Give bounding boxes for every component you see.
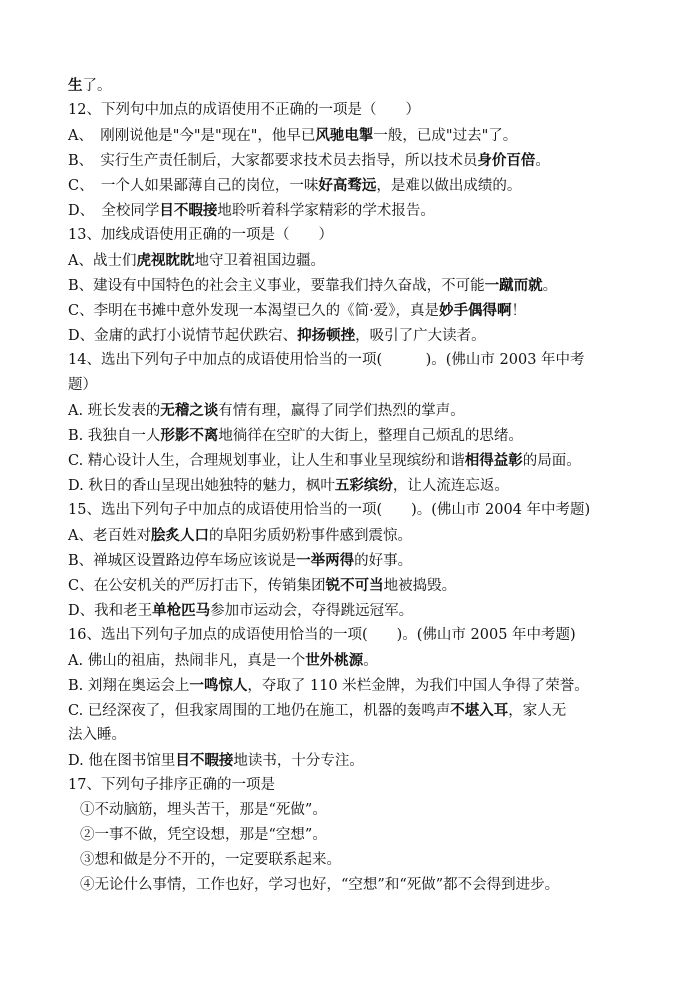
text-segment: 。 bbox=[363, 653, 378, 669]
text-line bbox=[68, 273, 638, 298]
text-line bbox=[68, 498, 638, 523]
text-line bbox=[68, 598, 638, 623]
text-segment: 13、加线成语使用正确的一项是（ ） bbox=[68, 227, 333, 243]
bold-idiom: 妙手偶得啊 bbox=[438, 302, 512, 319]
text-line bbox=[68, 873, 638, 898]
text-segment: 地读书，十分专注。 bbox=[233, 753, 364, 769]
text-line bbox=[68, 348, 638, 373]
text-segment: 参加市运动会，夺得跳远冠军。 bbox=[210, 603, 414, 619]
text-segment: 14、选出下列句子中加点的成语使用恰当的一项( )。(佛山市 2003 年中考 bbox=[68, 352, 585, 368]
text-segment: B. 刘翔在奥运会上 bbox=[68, 678, 190, 694]
text-segment: ④无论什么事情，工作也好，学习也好，“空想”和“死做”都不会得到进步。 bbox=[80, 877, 560, 893]
text-line bbox=[68, 548, 638, 573]
text-line bbox=[68, 748, 638, 773]
bold-idiom: 目不暇接 bbox=[175, 752, 234, 769]
text-segment: 的局面。 bbox=[522, 453, 581, 469]
text-line bbox=[68, 573, 638, 598]
bold-idiom: 一蹴而就 bbox=[484, 277, 543, 294]
text-segment: ！ bbox=[511, 303, 526, 319]
bold-idiom: 脍炙人口 bbox=[150, 527, 209, 544]
text-segment: C. 已经深夜了，但我家周围的工地仍在施工，机器的轰鸣声 bbox=[68, 703, 451, 719]
bold-idiom: 一鸣惊人 bbox=[189, 677, 248, 694]
text-segment: 地被捣毁。 bbox=[383, 578, 457, 594]
bold-idiom: 世外桃源 bbox=[305, 652, 364, 669]
text-segment: ，让人流连忘返。 bbox=[392, 478, 509, 494]
text-segment: 15、选出下列句子中加点的成语使用恰当的一项( )。(佛山市 2004 年中考题) bbox=[68, 502, 591, 518]
text-segment: 的好事。 bbox=[354, 553, 413, 569]
text-segment: A、 刚刚说他是"今"是"现在"，他早已 bbox=[68, 128, 316, 144]
text-segment: 16、选出下列句子加点的成语使用恰当的一项( )。(佛山市 2005 年中考题) bbox=[68, 627, 576, 643]
bold-idiom: 好高骛远 bbox=[318, 177, 377, 194]
text-segment: D. 秋日的香山呈现出她独特的魅力，枫叶 bbox=[68, 478, 335, 494]
text-segment: 一般，已成"过去"了。 bbox=[373, 128, 518, 144]
text-segment: A. 班长发表的 bbox=[68, 403, 161, 419]
text-line bbox=[68, 398, 638, 423]
text-line bbox=[68, 848, 638, 873]
text-segment: 题） bbox=[68, 377, 97, 393]
text-line bbox=[68, 773, 638, 798]
bold-idiom: 不堪入耳 bbox=[450, 702, 509, 719]
bold-idiom: 无稽之谈 bbox=[160, 402, 219, 419]
text-segment: 17、下列句子排序正确的一项是 bbox=[68, 777, 275, 793]
text-segment: 的阜阳劣质奶粉事件感到震惊。 bbox=[208, 528, 412, 544]
text-segment: ，吸引了广大读者。 bbox=[355, 328, 486, 344]
text-line bbox=[68, 523, 638, 548]
text-line bbox=[68, 448, 638, 473]
text-line bbox=[68, 298, 638, 323]
text-line bbox=[68, 198, 638, 223]
text-line bbox=[68, 373, 638, 398]
text-segment: A. 佛山的祖庙，热闹非凡，真是一个 bbox=[68, 653, 306, 669]
bold-idiom: 目不暇接 bbox=[159, 202, 218, 219]
text-segment: D、 全校同学 bbox=[68, 203, 160, 219]
text-line bbox=[68, 798, 638, 823]
text-segment: 地聆听着科学家精彩的学术报告。 bbox=[217, 203, 435, 219]
document-body bbox=[68, 73, 638, 898]
bold-idiom: 抑扬顿挫 bbox=[297, 327, 356, 344]
text-segment: ①不动脑筋，埋头苦干，那是“死做”。 bbox=[80, 802, 327, 818]
text-line bbox=[68, 323, 638, 348]
text-segment: A、战士们 bbox=[68, 253, 137, 269]
text-segment: ②一事不做，凭空设想，那是“空想”。 bbox=[80, 827, 327, 843]
text-segment: D、金庸的武打小说情节起伏跌宕、 bbox=[68, 328, 298, 344]
text-line bbox=[68, 823, 638, 848]
text-segment: B. 我独自一人 bbox=[68, 428, 161, 444]
bold-idiom: 单枪匹马 bbox=[152, 602, 211, 619]
text-segment: 有情有理，赢得了同学们热烈的掌声。 bbox=[218, 403, 465, 419]
text-segment: D. 他在图书馆里 bbox=[68, 753, 176, 769]
bold-idiom: 虎视眈眈 bbox=[136, 252, 195, 269]
bold-idiom: 身价百倍 bbox=[477, 152, 536, 169]
text-segment: 。 bbox=[535, 153, 550, 169]
bold-idiom: 一举两得 bbox=[296, 552, 355, 569]
text-segment: 法入睡。 bbox=[68, 727, 126, 743]
text-segment: B、 实行生产责任制后，大家都要求技术员去指导，所以技术员 bbox=[68, 153, 478, 169]
bold-idiom: 形影不离 bbox=[160, 427, 219, 444]
text-line bbox=[68, 648, 638, 673]
text-line bbox=[68, 173, 638, 198]
text-line bbox=[68, 473, 638, 498]
text-segment: 地守卫着祖国边疆。 bbox=[194, 253, 325, 269]
text-segment: ③想和做是分不开的，一定要联系起来。 bbox=[80, 852, 341, 868]
text-line bbox=[68, 723, 638, 748]
bold-idiom: 相得益彰 bbox=[464, 452, 523, 469]
text-segment: ，家人无 bbox=[508, 703, 567, 719]
text-segment: C、李明在书摊中意外发现一本渴望已久的《简·爱》，真是 bbox=[68, 303, 439, 319]
text-segment: C、 一个人如果鄙薄自己的岗位，一味 bbox=[68, 178, 319, 194]
bold-idiom: 锐不可当 bbox=[325, 577, 384, 594]
bold-idiom: 生 bbox=[68, 77, 83, 94]
text-line bbox=[68, 123, 638, 148]
text-line bbox=[68, 223, 638, 248]
text-segment: C、在公安机关的严厉打击下，传销集团 bbox=[68, 578, 326, 594]
text-line bbox=[68, 248, 638, 273]
text-segment: 地徜徉在空旷的大街上，整理自己烦乱的思绪。 bbox=[218, 428, 523, 444]
text-segment: B、建设有中国特色的社会主义事业，要靠我们持久奋战，不可能 bbox=[68, 278, 485, 294]
text-segment: A、老百姓对 bbox=[68, 528, 151, 544]
text-line bbox=[68, 98, 638, 123]
text-segment: B、禅城区设置路边停车场应该说是 bbox=[68, 553, 297, 569]
text-segment: ，是难以做出成绩的。 bbox=[376, 178, 522, 194]
bold-idiom: 风驰电掣 bbox=[315, 127, 374, 144]
bold-idiom: 五彩缤纷 bbox=[334, 477, 393, 494]
text-line bbox=[68, 623, 638, 648]
text-line bbox=[68, 673, 638, 698]
text-line bbox=[68, 148, 638, 173]
text-segment: 了。 bbox=[82, 78, 112, 94]
text-line bbox=[68, 73, 638, 98]
text-line bbox=[68, 423, 638, 448]
text-line bbox=[68, 698, 638, 723]
text-segment: 12、下列句中加点的成语使用不正确的一项是（ ） bbox=[68, 102, 420, 118]
text-segment: ，夺取了 110 米栏金牌，为我们中国人争得了荣誉。 bbox=[247, 678, 589, 694]
text-segment: C. 精心设计人生，合理规划事业，让人生和事业呈现缤纷和谐 bbox=[68, 453, 465, 469]
text-segment: 。 bbox=[542, 278, 558, 294]
text-segment: D、我和老王 bbox=[68, 603, 153, 619]
